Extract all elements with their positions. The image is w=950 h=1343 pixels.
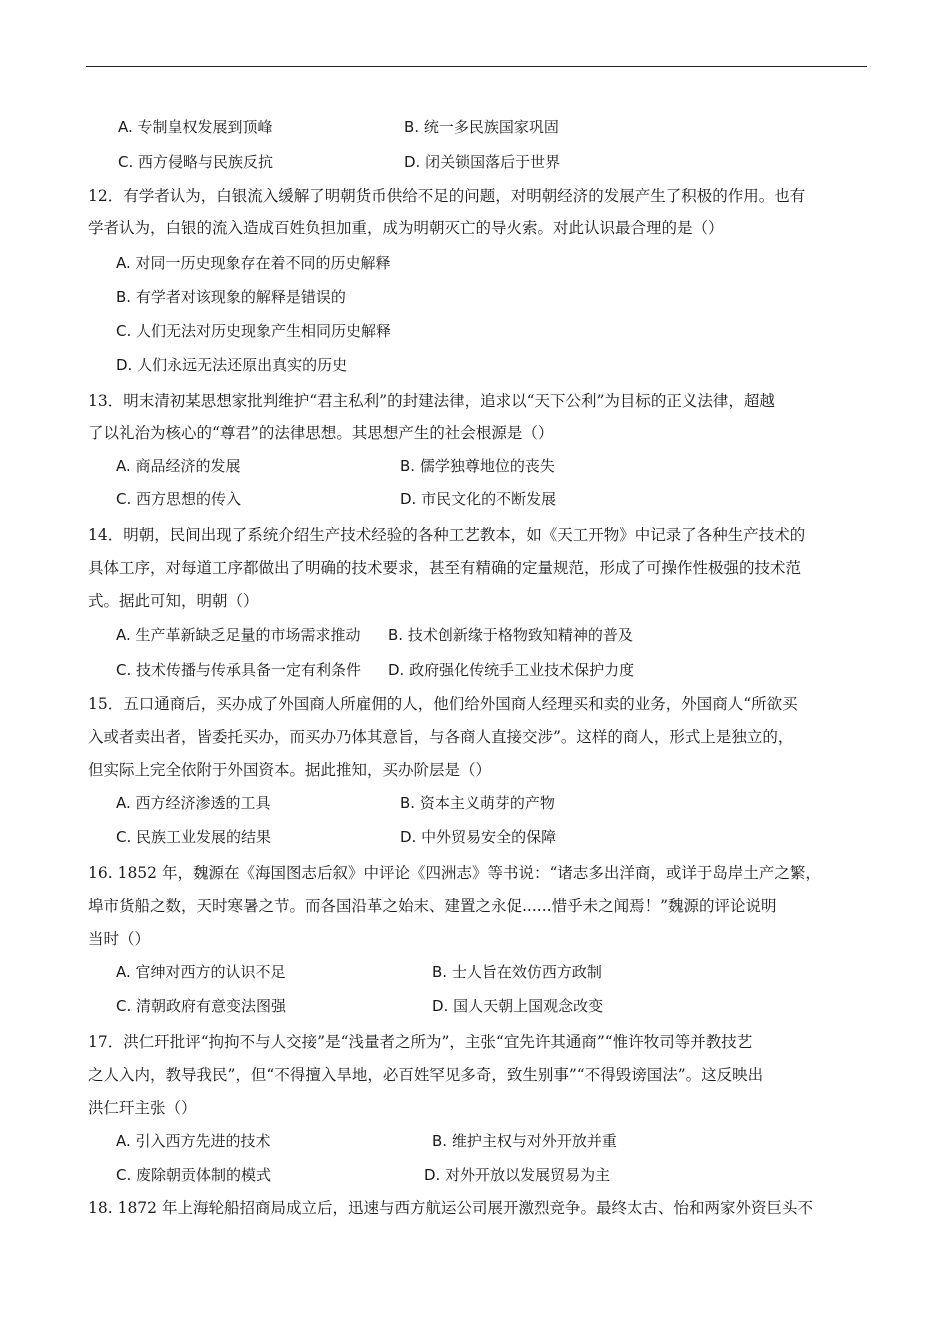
q16-option-b[interactable]: B. 士人旨在效仿西方政制 xyxy=(432,963,602,981)
q15-option-a[interactable]: A. 西方经济渗透的工具 xyxy=(116,794,271,812)
q17-option-b[interactable]: B. 维护主权与对外开放并重 xyxy=(432,1132,617,1150)
q16-option-c[interactable]: C. 清朝政府有意变法图强 xyxy=(116,997,287,1015)
q12-option-d[interactable]: D. 人们永远无法还原出真实的历史 xyxy=(116,356,348,374)
q15-stem-line-3: 但实际上完全依附于外国资本。据此推知，买办阶层是（） xyxy=(88,761,492,779)
q14-option-c[interactable]: C. 技术传播与传承具备一定有利条件 xyxy=(116,661,362,679)
q13-stem-line-1: 13．明末清初某思想家批判维护“君主私利”的封建法律，追求以“天下公利”为目标的正义法律，超越 xyxy=(88,392,775,410)
q14-stem-line-2: 具体工序，对每道工序都做出了明确的技术要求，甚至有精确的定量规范，形成了可操作性极强的技术范 xyxy=(88,559,802,577)
q15-option-d[interactable]: D. 中外贸易安全的保障 xyxy=(400,828,557,846)
q17-stem-line-2: 之人入内，教导我民”，但“不得擅入旱地，必百姓罕见多奇，致生别事”“不得毁谤国法”。这反映出 xyxy=(88,1066,764,1084)
q16-stem-line-2: 埠市货船之数，天时寒暑之节。而各国沿革之始末、建置之永促......惜乎未之闻焉！”魏源的评论说明 xyxy=(88,897,777,915)
q13-stem-line-2: 了以礼治为核心的“尊君”的法律思想。其思想产生的社会根源是（） xyxy=(88,424,554,442)
q14-stem-line-3: 式。据此可知，明朝（） xyxy=(88,592,259,610)
q11-option-a[interactable]: A. 专制皇权发展到顶峰 xyxy=(118,118,273,136)
q13-option-d[interactable]: D. 市民文化的不断发展 xyxy=(400,490,557,508)
q15-option-b[interactable]: B. 资本主义萌芽的产物 xyxy=(400,794,555,812)
q15-stem-line-1: 15．五口通商后，买办成了外国商人所雇佣的人，他们给外国商人经理买和卖的业务，外国商人“所欲买 xyxy=(88,695,798,713)
q16-stem-line-3: 当时（） xyxy=(88,930,151,948)
q14-stem-line-1: 14．明朝，民间出现了系统介绍生产技术经验的各种工艺教本，如《天工开物》中记录了各种生产技术的 xyxy=(88,526,806,544)
q11-option-b[interactable]: B. 统一多民族国家巩固 xyxy=(404,118,559,136)
header-rule xyxy=(86,66,867,67)
q17-stem-line-3: 洪仁玕主张（） xyxy=(88,1099,197,1117)
q16-stem-line-1: 16. 1852 年，魏源在《海国图志后叙》中评论《四洲志》等书说：“诸志多出洋商，或详于岛岸土产之繁， xyxy=(88,864,821,882)
q14-option-a[interactable]: A. 生产革新缺乏足量的市场需求推动 xyxy=(116,626,361,644)
q16-option-d[interactable]: D. 国人天朝上国观念改变 xyxy=(432,997,604,1015)
q12-stem-line-1: 12．有学者认为，白银流入缓解了明朝货币供给不足的问题，对明朝经济的发展产生了积极的作用。也有 xyxy=(88,187,806,205)
q18-stem-line-1: 18. 1872 年上海轮船招商局成立后，迅速与西方航运公司展开激烈竞争。最终太古、怡和两家外资巨头不 xyxy=(88,1199,813,1217)
q13-option-b[interactable]: B. 儒学独尊地位的丧失 xyxy=(400,457,555,475)
q17-option-d[interactable]: D. 对外开放以发展贸易为主 xyxy=(424,1166,611,1184)
q17-stem-line-1: 17．洪仁玕批评“拘拘不与人交接”是“浅量者之所为”，主张“宜先许其通商”“惟许牧司等并教技艺 xyxy=(88,1033,753,1051)
q16-option-a[interactable]: A. 官绅对西方的认识不足 xyxy=(116,963,286,981)
q12-stem-line-2: 学者认为，白银的流入造成百姓负担加重，成为明朝灭亡的导火索。对此认识最合理的是（） xyxy=(88,219,724,237)
q17-option-a[interactable]: A. 引入西方先进的技术 xyxy=(116,1132,271,1150)
q12-option-c[interactable]: C. 人们无法对历史现象产生相同历史解释 xyxy=(116,322,392,340)
q15-option-c[interactable]: C. 民族工业发展的结果 xyxy=(116,828,272,846)
q17-option-c[interactable]: C. 废除朝贡体制的模式 xyxy=(116,1166,272,1184)
q14-option-b[interactable]: B. 技术创新缘于格物致知精神的普及 xyxy=(388,626,633,644)
q13-option-a[interactable]: A. 商品经济的发展 xyxy=(116,457,241,475)
q12-option-a[interactable]: A. 对同一历史现象存在着不同的历史解释 xyxy=(116,254,391,272)
q13-option-c[interactable]: C. 西方思想的传入 xyxy=(116,490,242,508)
q14-option-d[interactable]: D. 政府强化传统手工业技术保护力度 xyxy=(388,661,635,679)
q11-option-c[interactable]: C. 西方侵略与民族反抗 xyxy=(118,153,274,171)
q15-stem-line-2: 入或者卖出者，皆委托买办，而买办乃体其意旨，与各商人直接交涉”。这样的商人，形式上是独立的， xyxy=(88,728,794,746)
q11-option-d[interactable]: D. 闭关锁国落后于世界 xyxy=(404,153,561,171)
q12-option-b[interactable]: B. 有学者对该现象的解释是错误的 xyxy=(116,288,346,306)
